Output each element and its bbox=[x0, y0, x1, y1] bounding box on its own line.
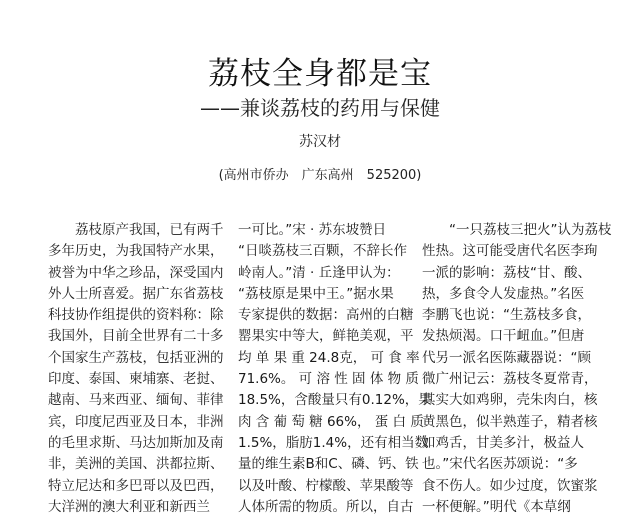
text-line: 被誉为中华之珍品，深受国内 bbox=[48, 264, 224, 281]
text-line: 人体所需的物质。所以，自古 bbox=[238, 498, 414, 515]
text-line: 黄黑色，似半熟莲子，精者核 bbox=[422, 413, 598, 430]
text-line: 发热烦渴。口干衄血。”但唐 bbox=[422, 328, 585, 345]
text-line: 肉 含 葡 萄 糖 66%， 蛋 白 质 bbox=[238, 413, 424, 430]
text-line: 我国外，目前全世界有二十多 bbox=[48, 328, 224, 345]
text-line: “荔枝原是果中王。”据水果 bbox=[238, 285, 394, 302]
text-line: 专家提供的数据：高州的白糖 bbox=[238, 307, 414, 324]
text-line: 如鸡舌，甘美多汁，极益人 bbox=[422, 434, 584, 451]
text-line: 岭南人。”清 · 丘逢甲认为： bbox=[238, 264, 400, 281]
text-line: 一杯便解。”明代《本草纲 bbox=[422, 498, 571, 515]
text-line: 的毛里求斯、马达加斯加及南 bbox=[48, 434, 224, 451]
text-line: 18.5%，含酸量只有0.12%，果 bbox=[238, 392, 432, 409]
text-line: 科技协作组提供的资料称：除 bbox=[48, 307, 224, 324]
text-line: 也。”宋代名医苏颂说：“多 bbox=[422, 456, 578, 473]
text-line: 宾，印度尼西亚及日本，非洲 bbox=[48, 413, 224, 430]
text-line: 71.6%。 可 溶 性 固 体 物 质 bbox=[238, 371, 419, 388]
text-line: “日啖荔枝三百颗，不辞长作 bbox=[238, 243, 407, 260]
text-line: 一派的影响：荔枝“甘、酸、 bbox=[422, 264, 591, 281]
text-line: 外人士所喜爱。据广东省荔枝 bbox=[48, 285, 224, 302]
text-line: 大洋洲的澳大利亚和新西兰 bbox=[48, 498, 210, 515]
text-line: 热，多食令人发虚热。”名医 bbox=[422, 285, 585, 302]
text-line: 均 单 果 重 24.8克， 可 食 率 bbox=[238, 349, 420, 366]
author-affiliation: (高州市侨办 广东高州 525200) bbox=[218, 168, 422, 183]
text-line: 非，美洲的美国、洪都拉斯、 bbox=[48, 456, 224, 473]
text-line: 量的维生素B和C、磷、钙、铁 bbox=[238, 456, 419, 473]
article-title: 荔枝全身都是宝 bbox=[208, 56, 432, 92]
text-line: 罂果实中等大，鲜艳美观，平 bbox=[238, 328, 414, 345]
text-line: 代另一派名医陈藏器说：“顾 bbox=[422, 349, 591, 366]
author-name: 苏汉材 bbox=[299, 134, 341, 150]
text-line: 特立尼达和多巴哥以及巴西， bbox=[48, 477, 224, 494]
text-line: 微广州记云：荔枝冬夏常青， bbox=[422, 371, 598, 388]
text-line: 多年历史，为我国特产水果， bbox=[48, 243, 224, 260]
text-line: 以及叶酸、柠檬酸、苹果酸等 bbox=[238, 477, 414, 494]
text-line: 食不伤人。如少过度，饮蜜浆 bbox=[422, 477, 598, 494]
text-line: 性热。这可能受唐代名医李珣 bbox=[422, 243, 598, 260]
text-line: 荔枝原产我国，已有两千 bbox=[75, 222, 224, 238]
text-line: 越南、马来西亚、缅甸、菲律 bbox=[48, 392, 224, 409]
text-line: “一只荔枝三把火”认为荔枝 bbox=[449, 222, 612, 238]
body-column-1 bbox=[48, 220, 224, 518]
body-column-3 bbox=[422, 220, 612, 518]
text-line: 其实大如鸡卵，壳朱肉白，核 bbox=[422, 392, 598, 409]
text-line: 1.5%，脂肪1.4%，还有相当数 bbox=[238, 434, 429, 451]
body-column-2 bbox=[238, 220, 432, 518]
text-line: 印度、泰国、柬埔寨、老挝、 bbox=[48, 371, 224, 388]
text-line: 李鹏飞也说：“生荔枝多食， bbox=[422, 307, 591, 324]
text-line: 一可比。”宋 · 苏东坡赞日 bbox=[238, 222, 387, 238]
text-line: 个国家生产荔枝，包括亚洲的 bbox=[48, 349, 224, 366]
article-subtitle: ——兼谈荔枝的药用与保健 bbox=[200, 96, 440, 120]
